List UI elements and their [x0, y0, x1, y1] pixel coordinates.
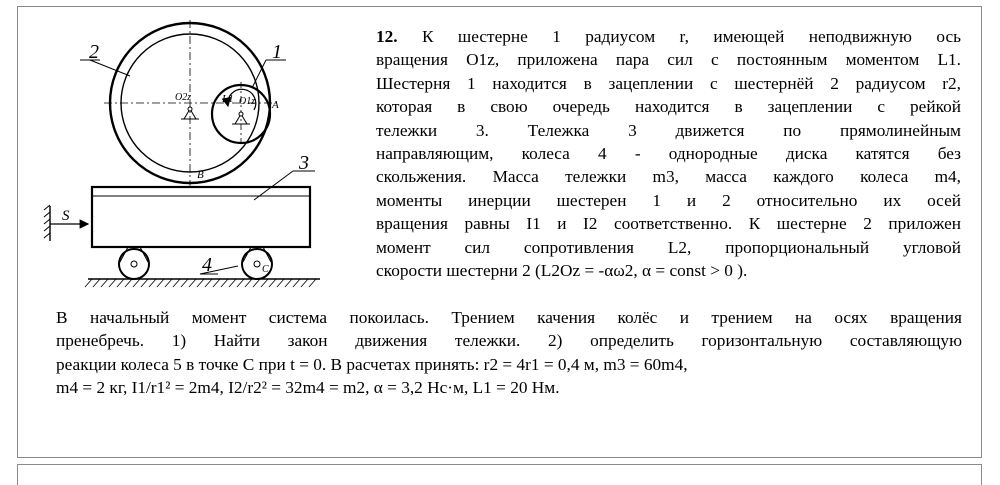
- problem-statement: [376, 25, 961, 282]
- mechanism-figure: [40, 16, 360, 301]
- continuation-line-2: пренебречь. 1) Найти закон движения тележки. 2) определить горизонтальную составляющую: [56, 331, 962, 351]
- label-gear-2: 2: [89, 41, 99, 63]
- label-l1: L1: [222, 93, 234, 105]
- statement-line-5: тележки 3. Тележка 3 движется по прямолинейным: [376, 120, 961, 140]
- label-s: S: [62, 208, 70, 224]
- statement-line-3: Шестерня 1 находится в зацеплении с шестернёй 2 радиусом r2,: [376, 73, 961, 93]
- statement-line-8: моменты инерции шестерен 1 и 2 относительно их осей: [376, 190, 961, 210]
- continuation-line-1: В начальный момент система покоилась. Трением качения колёс и трением на осях вращения: [56, 308, 962, 327]
- statement-line-1: 12. К шестерне 1 радиусом r, имеющей неподвижную ось: [376, 27, 961, 46]
- label-wheel-4: 4: [202, 254, 212, 276]
- cart-3: [92, 187, 310, 247]
- statement-line-6: направляющим, колеса 4 - однородные диска катятся без: [376, 144, 961, 164]
- statement-line-2: вращения O1z, приложена пара сил с постоянным моментом L1.: [376, 50, 961, 70]
- statement-line-4: которая в свою очередь находится в зацеплении с рейкой: [376, 97, 961, 117]
- label-point-b: B: [197, 169, 204, 181]
- ground: [85, 279, 320, 287]
- continuation-line-3: реакции колеса 5 в точке С при t = 0. В расчетах принять: r2 = 4r1 = 0,4 м, m3 = 60m4,: [56, 354, 688, 374]
- label-point-a: A: [272, 99, 279, 111]
- label-gear-1: 1: [272, 41, 282, 63]
- problem-continuation: [56, 306, 962, 400]
- statement-line-7: скольжения. Масса тележки m3, масса каждого колеса m4,: [376, 167, 961, 187]
- problem-number: 12.: [376, 27, 398, 46]
- statement-line-10: момент сил сопротивления L2, пропорциональный угловой: [376, 237, 961, 257]
- label-point-c: C: [262, 264, 269, 275]
- wheel-left: [119, 247, 149, 279]
- gear-1: [212, 82, 270, 146]
- label-o2z: O2z: [175, 92, 192, 103]
- label-o1z: O1z: [239, 96, 256, 107]
- next-problem-frame: [17, 464, 982, 485]
- statement-line-9: вращения равны I1 и I2 соответственно. К шестерне 2 приложен: [376, 214, 961, 234]
- statement-line-11: скорости шестерни 2 (L2Oz = -αω2, α = const > 0 ).: [376, 261, 748, 281]
- label-cart-3: 3: [299, 152, 309, 174]
- continuation-line-4: m4 = 2 кг, I1/r1² = 2m4, I2/r2² = 32m4 = m2, α = 3,2 Нс·м, L1 = 20 Нм.: [56, 378, 560, 398]
